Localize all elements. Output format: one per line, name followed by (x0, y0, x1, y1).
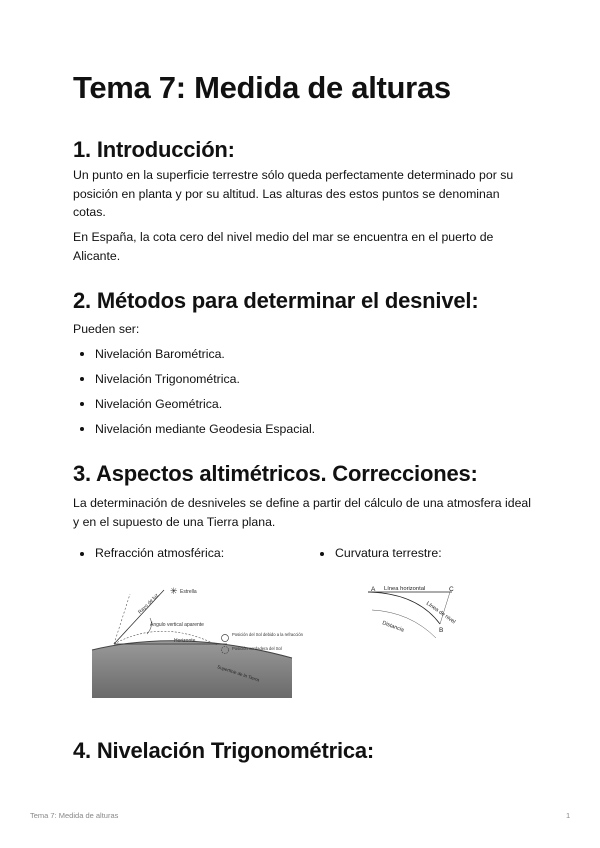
label-angle: Ángulo vertical aparente (150, 622, 204, 628)
footer-title: Tema 7: Medida de alturas (30, 811, 119, 820)
curvature-diagram (362, 580, 477, 655)
paragraph: La determinación de desniveles se define a partir del cálculo de una atmosfera ideal y en el supuesto de una Tierra plana. (73, 496, 531, 529)
label-ray: Rayo de luz (137, 592, 161, 616)
page-title: Tema 7: Medida de alturas (73, 70, 451, 105)
paragraph: Un punto en la superficie terrestre sólo queda perfectamente determinado por su posición en planta y por su altitud. Las alturas des estos puntos se denominan cotas. (73, 168, 514, 219)
list-item: Nivelación mediante Geodesia Espacial. (73, 421, 315, 446)
zenith-line (114, 594, 130, 644)
label-sun-true: Posición verdadera del Sol (232, 646, 282, 651)
section-heading-nivelacion-trigonometrica: 4. Nivelación Trigonométrica: (73, 738, 375, 763)
list-item: Nivelación Barométrica. (73, 346, 315, 371)
methods-list (73, 346, 315, 446)
label-surface: Superficie de la Tierra (216, 664, 260, 683)
label-sun-pos: Posición del Sol debido a la refracción (232, 632, 303, 637)
label-horizon: Horizonte (174, 638, 196, 644)
footer-page-number: 1 (566, 811, 571, 820)
paragraph: En España, la cota cero del nivel medio del mar se encuentra en el puerto de Alicante. (73, 230, 494, 263)
refraction-diagram (92, 578, 303, 698)
section-heading-aspectos: 3. Aspectos altimétricos. Correcciones: (73, 461, 478, 486)
list-item: Nivelación Geométrica. (73, 396, 315, 421)
label-level: Línea de nivel (424, 600, 457, 626)
label-b: B (439, 627, 444, 634)
label-a: A (371, 586, 376, 593)
list-item-curvatura: Curvatura terrestre: (313, 546, 442, 560)
label-star: Estrella (180, 589, 197, 595)
section-heading-introduccion: 1. Introducción: (73, 137, 235, 162)
list-item-refraccion: Refracción atmosférica: (73, 546, 224, 560)
star-icon: ✳ (170, 586, 178, 596)
label-horizontal: Línea horizontal (384, 586, 426, 592)
paragraph: Pueden ser: (73, 322, 140, 336)
label-distance: Distancia (381, 620, 405, 634)
sun-apparent-icon (222, 635, 229, 642)
label-c: C (449, 586, 454, 593)
section-heading-metodos: 2. Métodos para determinar el desnivel: (73, 288, 479, 313)
list-item: Nivelación Trigonométrica. (73, 371, 315, 396)
